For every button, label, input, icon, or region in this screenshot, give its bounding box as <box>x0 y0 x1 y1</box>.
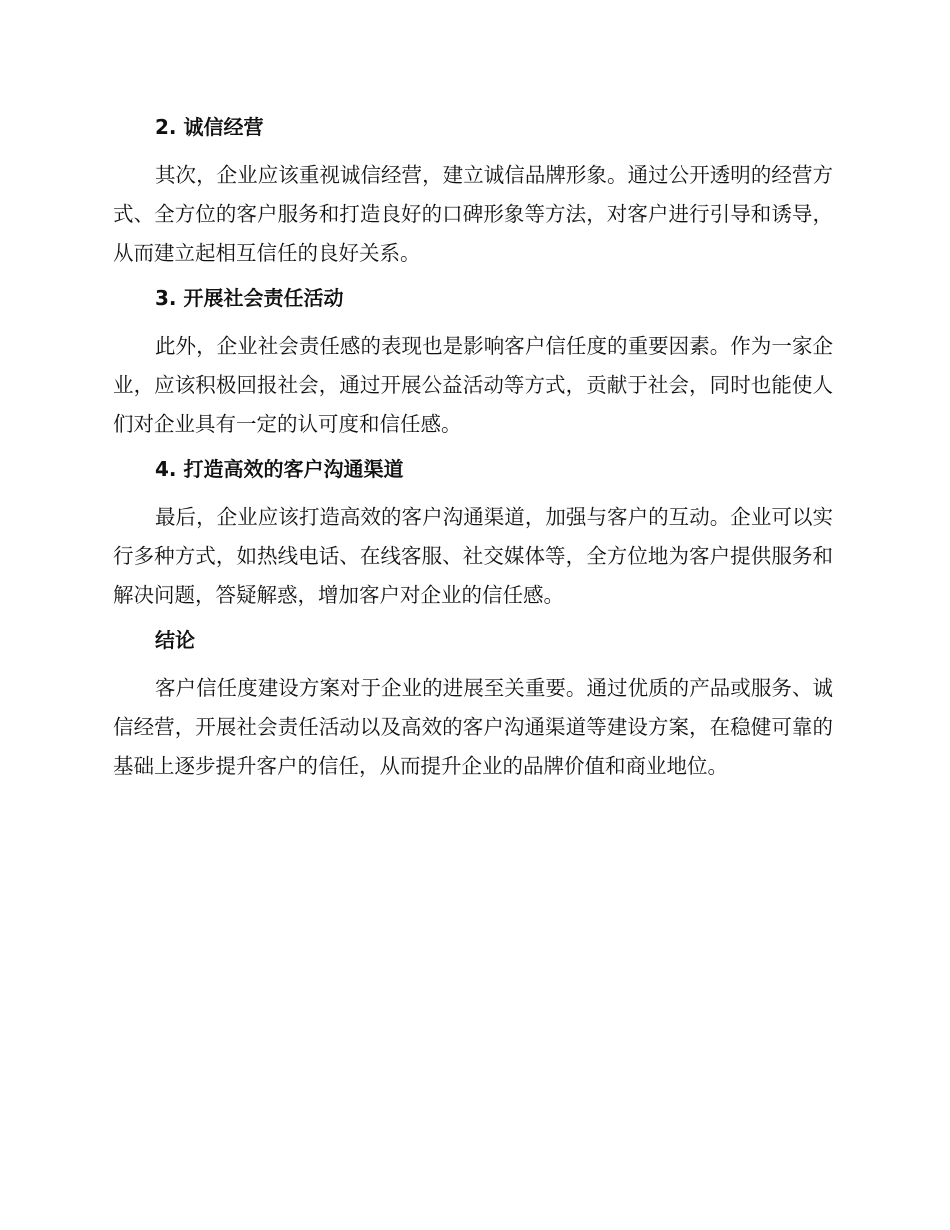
section-heading: 4. 打造高效的客户沟通渠道 <box>155 457 404 481</box>
conclusion-paragraph: 客户信任度建设方案对于企业的进展至关重要。通过优质的产品或服务、诚信经营，开展社会责任活动以及高效的客户沟通渠道等建设方案，在稳健可靠的基础上逐步提升客户的信任，从而提升企业的品牌价值和商业地位。 <box>113 676 833 778</box>
section-paragraph: 此外，企业社会责任感的表现也是影响客户信任度的重要因素。作为一家企业，应该积极回报社会，通过开展公益活动等方式，贡献于社会，同时也能使人们对企业具有一定的认可度和信任感。 <box>113 334 833 436</box>
section-heading: 3. 开展社会责任活动 <box>155 286 344 310</box>
document-body <box>113 112 833 796</box>
conclusion-heading: 结论 <box>155 628 195 652</box>
section-paragraph: 其次，企业应该重视诚信经营，建立诚信品牌形象。通过公开透明的经营方式、全方位的客户服务和打造良好的口碑形象等方法，对客户进行引导和诱导，从而建立起相互信任的良好关系。 <box>113 163 833 265</box>
section-heading: 2. 诚信经营 <box>155 115 264 139</box>
section-paragraph: 最后，企业应该打造高效的客户沟通渠道，加强与客户的互动。企业可以实行多种方式，如热线电话、在线客服、社交媒体等，全方位地为客户提供服务和解决问题，答疑解惑，增加客户对企业的信任感。 <box>113 505 833 607</box>
